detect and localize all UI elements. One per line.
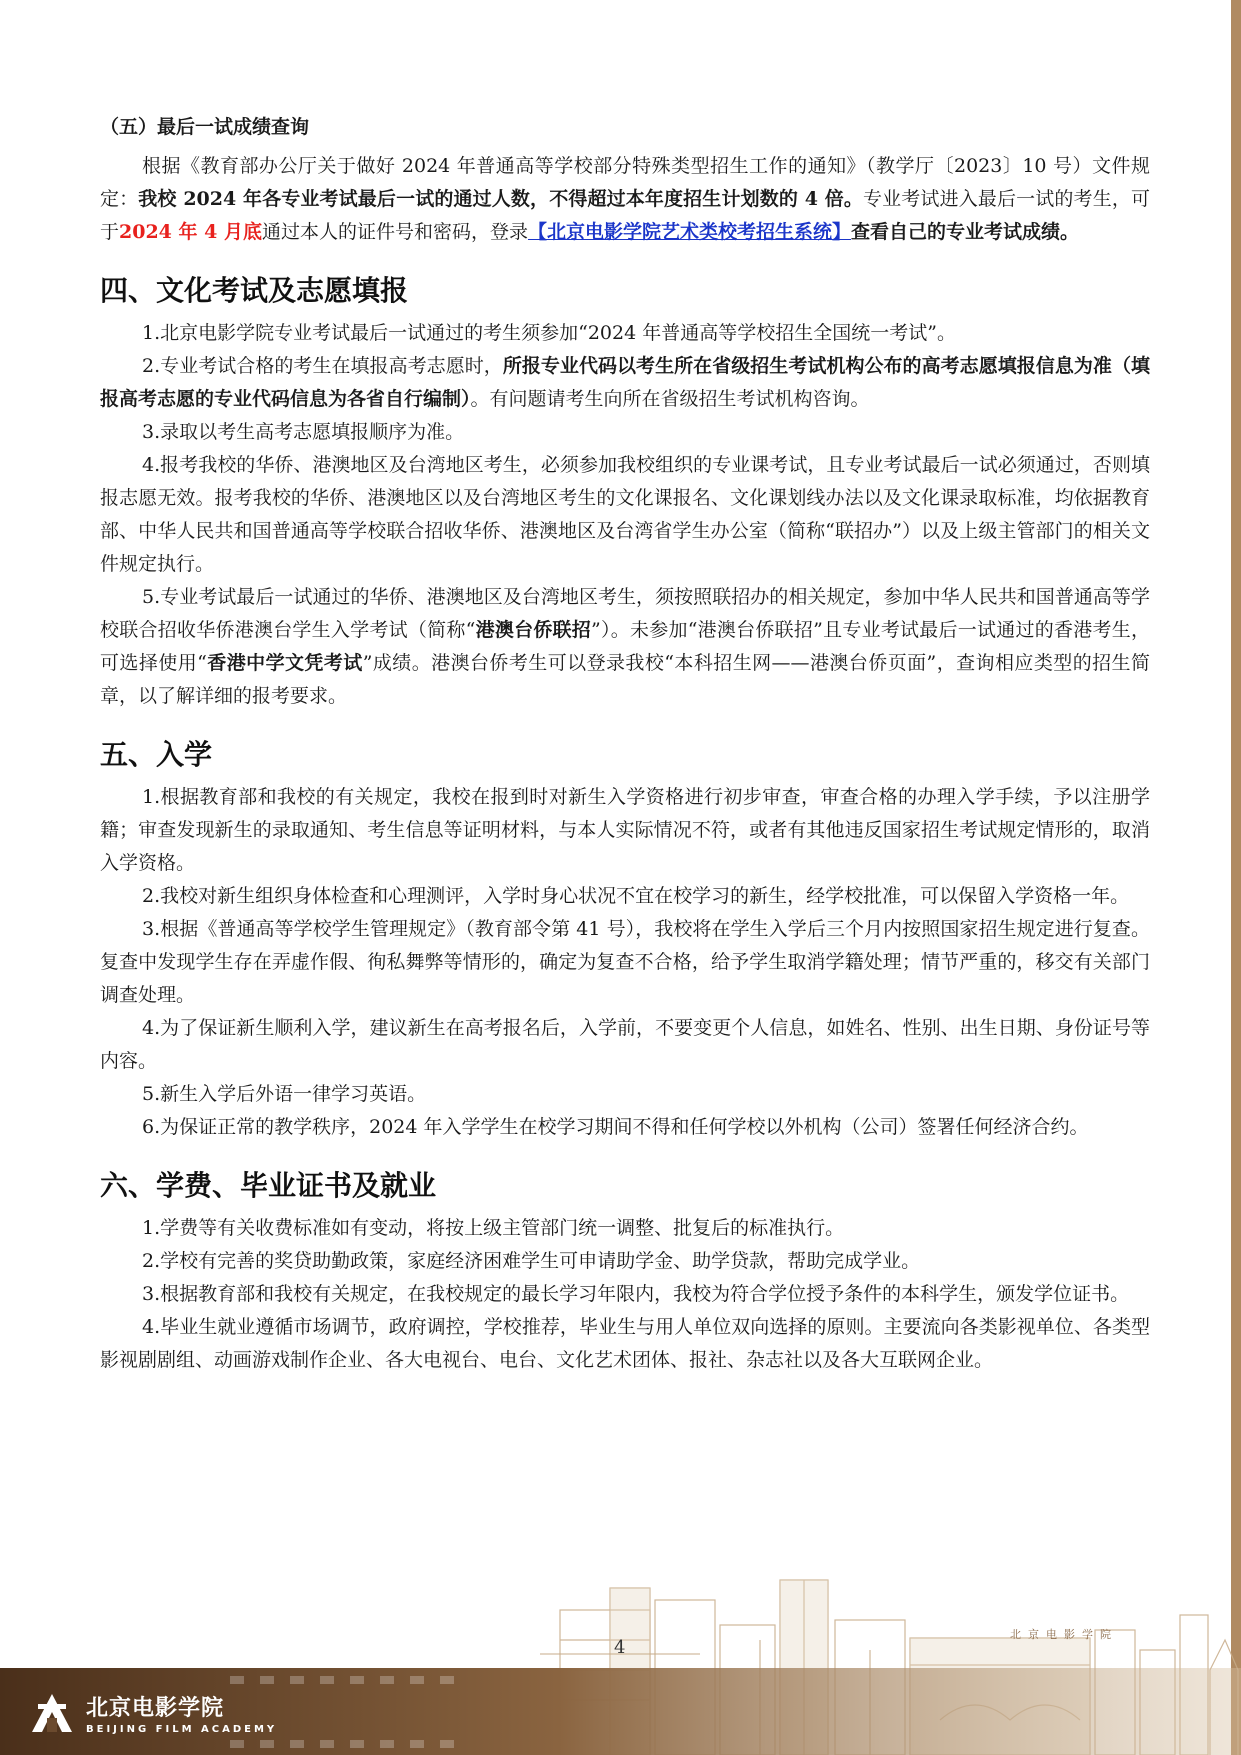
- list-item: 3.录取以考生高考志愿填报顺序为准。: [142, 421, 465, 443]
- building-sign: 北京电影学院: [1010, 1628, 1118, 1641]
- section-title-enrollment: 五、入学: [100, 738, 213, 771]
- list-item: 3.根据教育部和我校有关规定，在我校规定的最长学习年限内，我校为符合学位授予条件的本科学生，颁发学位证书。: [142, 1283, 1130, 1305]
- academy-logo: [28, 1690, 277, 1736]
- list-item: 5.专业考试最后一试通过的华侨、港澳地区及台湾地区考生，须按照联招办的相关规定，参加中华人民共和国普通高等学校联合招收华侨港澳台学生入学考试（简称“港澳台侨联招”）。未参加“港澳台侨联招”且专业考试最后一试通过的香港考生，可选择使用“香港中学文凭考试”成绩。港澳台侨考生可以登录我校“本科招生网——港澳台侨页面”，查询相应类型的招生简章，以了解详细的报考要求。: [100, 586, 1150, 707]
- list-item: 3.根据《普通高等学校学生管理规定》（教育部令第 41 号），我校将在学生入学后三个月内按照国家招生规定进行复查。复查中发现学生存在弄虚作假、徇私舞弊等情形的，确定为复查不合格，给予学生取消学籍处理；情节严重的，移交有关部门调查处理。: [100, 918, 1150, 1006]
- logo-chinese-name: 北京电影学院: [86, 1696, 225, 1721]
- list-item: 1.北京电影学院专业考试最后一试通过的考生须参加“2024 年普通高等学校招生全国统一考试”。: [142, 322, 956, 344]
- list-item: 2.专业考试合格的考生在填报高考志愿时，所报专业代码以考生所在省级招生考试机构公布的高考志愿填报信息为准（填报高考志愿的专业代码信息为各省自行编制）。有问题请考生向所在省级招生考试机构咨询。: [100, 355, 1150, 410]
- bold-pass-limit: 我校 2024 年各专业考试最后一试的通过人数，不得超过本年度招生计划数的 4 倍。: [138, 188, 864, 210]
- subsection-heading-final-exam-query: （五）最后一试成绩查询: [100, 116, 310, 138]
- list-item: 2.学校有完善的奖贷助勤政策，家庭经济困难学生可申请助学金、助学贷款，帮助完成学业。: [142, 1250, 921, 1272]
- list-item: 1.根据教育部和我校的有关规定，我校在报到时对新生入学资格进行初步审查，审查合格的办理入学手续，予以注册学籍；审查发现新生的录取通知、考生信息等证明材料，与本人实际情况不符，或者有其他违反国家招生考试规定情形的，取消入学资格。: [100, 786, 1150, 874]
- list-item: 4.报考我校的华侨、港澳地区及台湾地区考生，必须参加我校组织的专业课考试，且专业考试最后一试必须通过，否则填报志愿无效。报考我校的华侨、港澳地区以及台湾地区考生的文化课报名、文化课划线办法以及文化课录取标准，均依据教育部、中华人民共和国普通高等学校联合招收华侨、港澳地区及台湾省学生办公室（简称“联招办”）以及上级主管部门的相关文件规定执行。: [100, 454, 1150, 575]
- list-item: 4.为了保证新生顺利入学，建议新生在高考报名后，入学前，不要变更个人信息，如姓名、性别、出生日期、身份证号等内容。: [100, 1017, 1150, 1072]
- section-title-culture-exam: 四、文化考试及志愿填报: [100, 274, 409, 307]
- highlight-date: 2024 年 4 月底: [119, 221, 262, 243]
- logo-english-name: BEIJING FILM ACADEMY: [86, 1724, 278, 1735]
- list-item: 6.为保证正常的教学秩序，2024 年入学学生在校学习期间不得和任何学校以外机构（公司）签署任何经济合约。: [142, 1116, 1089, 1138]
- admissions-system-link[interactable]: 【北京电影学院艺术类校考招生系统】: [527, 221, 851, 243]
- list-item: 5.新生入学后外语一律学习英语。: [142, 1083, 427, 1105]
- list-item: 4.毕业生就业遵循市场调节，政府调控，学校推荐，毕业生与用人单位双向选择的原则。主要流向各类影视单位、各类型影视剧剧组、动画游戏制作企业、各大电视台、电台、文化艺术团体、报社、杂志社以及各大互联网企业。: [100, 1316, 1150, 1371]
- page-border-right: [1231, 0, 1241, 1755]
- document-body: [100, 112, 1150, 1377]
- list-item: 1.学费等有关收费标准如有变动，将按上级主管部门统一调整、批复后的标准执行。: [142, 1217, 845, 1239]
- paragraph-final-exam-query: 根据《教育部办公厅关于做好 2024 年普通高等学校部分特殊类型招生工作的通知》（教学厅〔2023〕10 号）文件规定：我校 2024 年各专业考试最后一试的通过人数，不得超过本年度招生计划数的 4 倍。专业考试进入最后一试的考生，可于2024 年 4 月底通过本人的证件号和密码，登录【北京电影学院艺术类校考招生系统】查看自己的专业考试成绩。: [100, 155, 1150, 243]
- section-title-tuition: 六、学费、毕业证书及就业: [100, 1169, 437, 1202]
- academy-emblem-icon: [28, 1690, 76, 1736]
- page-number: 4: [614, 1637, 626, 1658]
- list-item: 2.我校对新生组织身体检查和心理测评，入学时身心状况不宜在校学习的新生，经学校批准，可以保留入学资格一年。: [142, 885, 1130, 907]
